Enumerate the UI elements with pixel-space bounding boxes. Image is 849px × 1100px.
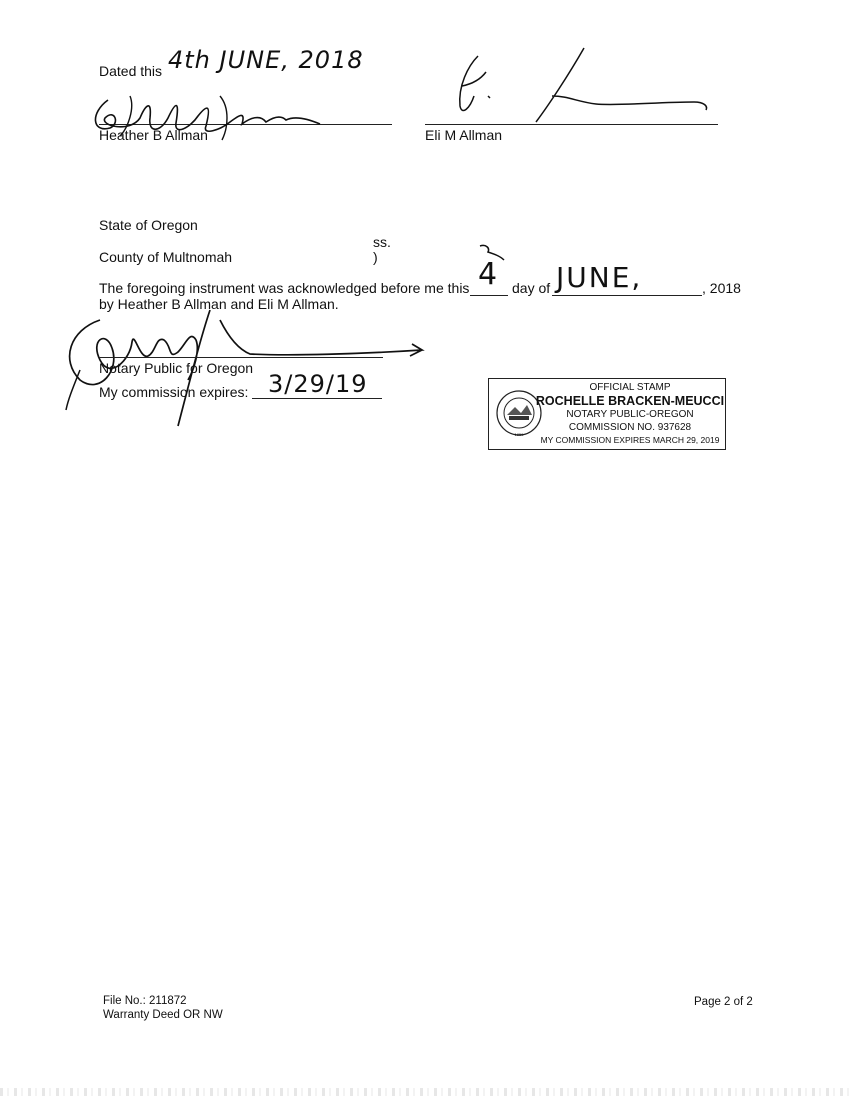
handwritten-day: 4 [478,257,498,292]
day-blank [470,295,508,296]
dated-label: Dated this [99,63,163,79]
stamp-heading: OFFICIAL STAMP [589,382,671,393]
scan-noise [0,1088,849,1096]
stamp-notary-name: ROCHELLE BRACKEN-MEUCCI [535,394,725,408]
stamp-notary-public: NOTARY PUBLIC-OREGON [566,409,694,420]
handwritten-month: JUNE, [556,261,643,294]
day-of-label: day of [512,280,551,296]
venue-state: State of Oregon [99,217,198,233]
venue-ss: ss. [373,234,391,250]
footer-document-type: Warranty Deed OR NW [103,1009,223,1021]
handwritten-commission-expiry: 3/29/19 [268,370,368,398]
day-flourish [478,242,508,262]
commission-label: My commission expires: [99,384,249,400]
svg-text:1859: 1859 [514,432,524,437]
stamp-expiration: MY COMMISSION EXPIRES MARCH 29, 2019 [540,435,720,445]
venue-paren: ) [373,249,378,265]
footer-page-number: Page 2 of 2 [694,996,753,1008]
commission-blank [252,398,382,399]
signature-heather [80,88,350,148]
footer-file-number: File No.: 211872 [103,995,187,1007]
acknowledgment-line2: by Heather B Allman and Eli M Allman. [99,296,339,312]
year-label: , 2018 [702,280,741,296]
month-blank [552,295,702,296]
official-stamp [488,378,726,450]
stamp-commission-number: COMMISSION NO. 937628 [568,422,692,433]
venue-county: County of Multnomah [99,249,233,265]
signature-eli [448,46,718,126]
handwritten-date: 4th JUNE, 2018 [168,46,364,74]
notary-signature-line [99,357,383,358]
notary-title: Notary Public for Oregon [99,360,254,376]
acknowledgment-prefix: The foregoing instrument was acknowledged before me this [99,280,470,296]
signer-name-eli: Eli M Allman [425,127,503,143]
signer-name-heather: Heather B Allman [99,127,208,143]
